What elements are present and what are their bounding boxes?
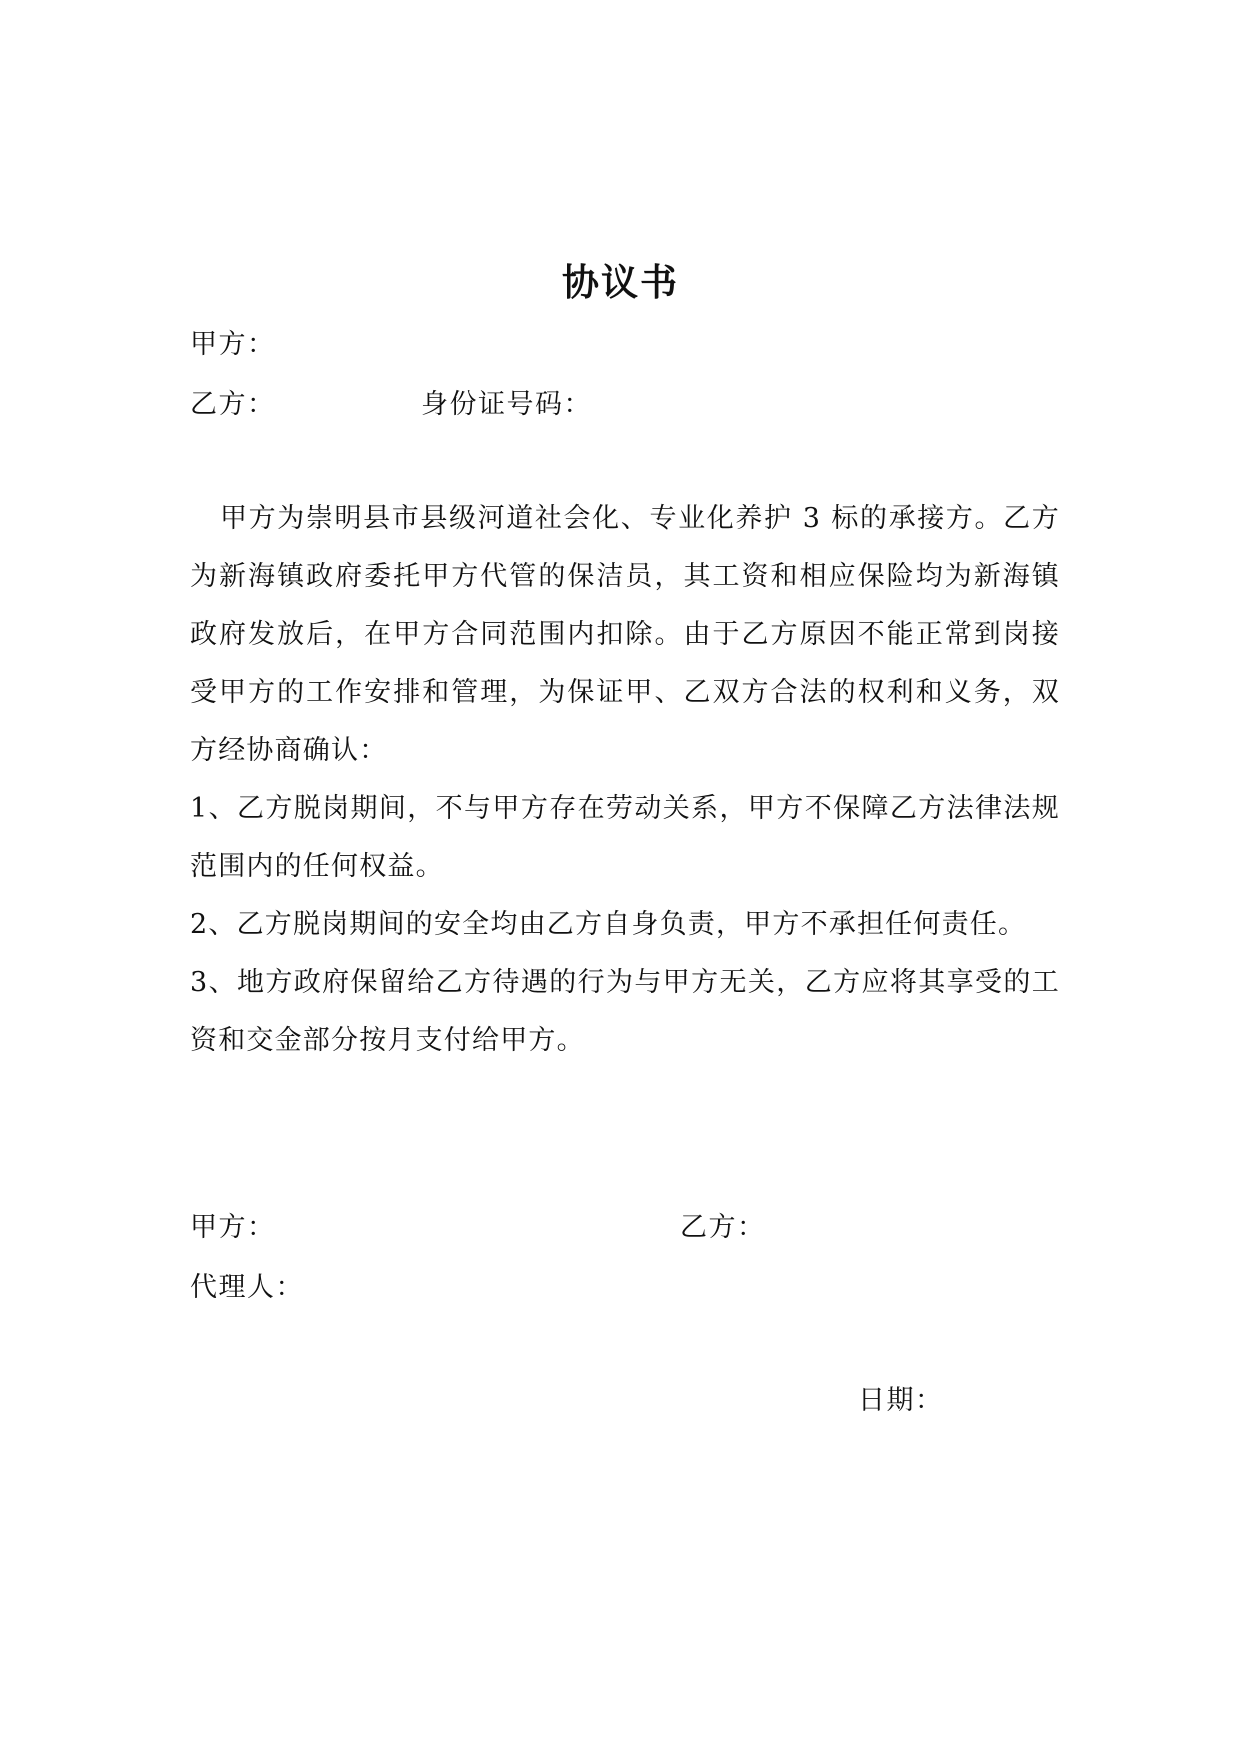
- document-title: 协议书: [562, 260, 679, 304]
- signature-party-a-label: 甲方：: [190, 1212, 276, 1243]
- party-a-header-label: 甲方：: [190, 329, 276, 360]
- clause-2: 2、乙方脱岗期间的安全均由乙方自身负责，甲方不承担任何责任。: [190, 909, 1027, 940]
- intro-paragraph: 甲方为崇明县市县级河道社会化、专业化养护 3 标的承接方。乙方为新海镇政府委托甲方代管的保洁员，其工资和相应保险均为新海镇政府发放后，在甲方合同范围内扣除。由于乙方原因不能正常到岗接受甲方的工作安排和管理，为保证甲、乙双方合法的权利和义务，双方经协商确认：: [190, 503, 1060, 766]
- date-label: 日期：: [858, 1385, 944, 1416]
- agreement-body: [190, 490, 1060, 1070]
- clause-3: 3、地方政府保留给乙方待遇的行为与甲方无关，乙方应将其享受的工资和交金部分按月支付给甲方。: [190, 967, 1060, 1056]
- agent-label: 代理人：: [190, 1272, 304, 1303]
- clause-1: 1、乙方脱岗期间，不与甲方存在劳动关系，甲方不保障乙方法律法规范围内的任何权益。: [190, 793, 1060, 882]
- signature-party-b-label: 乙方：: [680, 1212, 766, 1243]
- party-b-header-label: 乙方：: [190, 389, 276, 420]
- id-number-label: 身份证号码：: [421, 389, 592, 420]
